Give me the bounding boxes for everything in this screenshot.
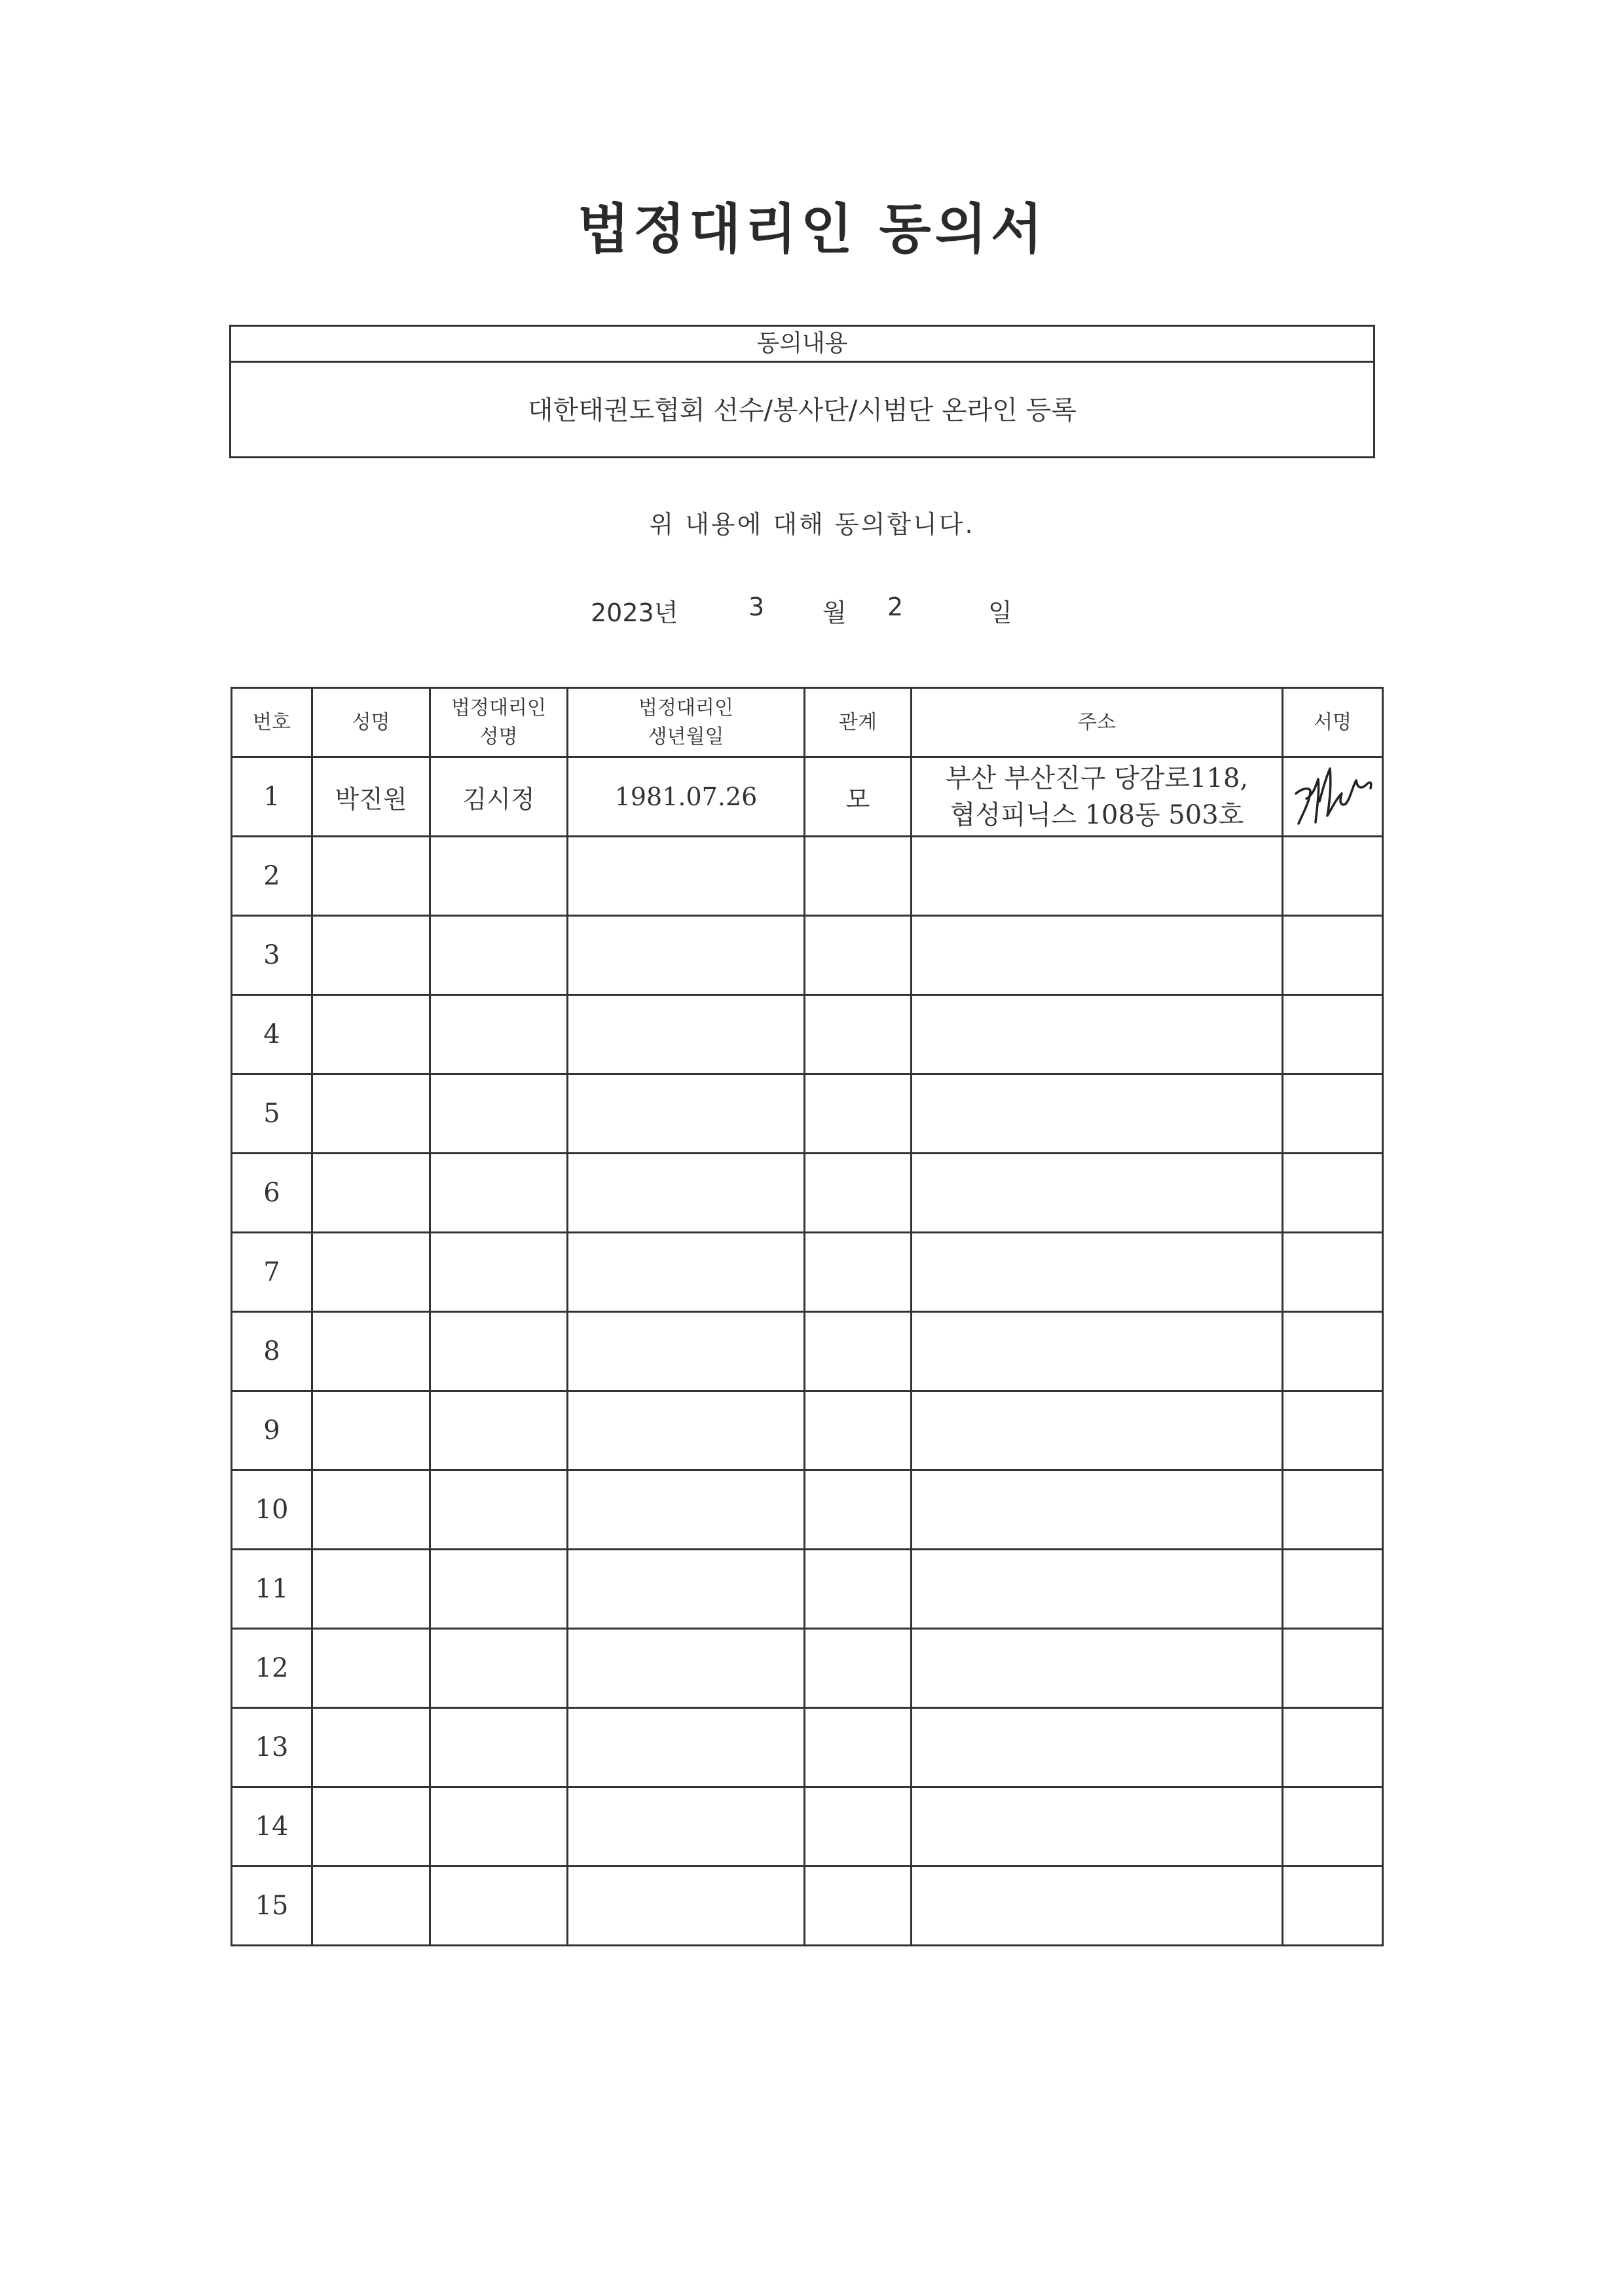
cell-guardian-name — [430, 1629, 568, 1708]
cell-address — [912, 1787, 1283, 1867]
table-row — [232, 1154, 1383, 1233]
header-name: 성명 — [312, 688, 430, 757]
consent-content: 대한태권도협회 선수/봉사단/시범단 온라인 등록 — [528, 395, 1077, 426]
cell-address — [912, 837, 1283, 916]
cell-name — [312, 1154, 430, 1233]
cell-relation — [805, 1312, 912, 1391]
cell-signature — [1283, 1787, 1383, 1867]
cell-number: 15 — [232, 1867, 312, 1946]
cell-signature — [1283, 1708, 1383, 1787]
cell-address — [912, 1550, 1283, 1629]
cell-relation — [805, 1391, 912, 1470]
cell-number: 13 — [232, 1708, 312, 1787]
cell-guardian-birth — [568, 1550, 805, 1629]
cell-address — [912, 1312, 1283, 1391]
cell-guardian-name — [430, 1867, 568, 1946]
cell-address — [912, 916, 1283, 995]
cell-signature — [1283, 1233, 1383, 1312]
table-row — [232, 1629, 1383, 1708]
handwritten-signature — [1287, 761, 1378, 833]
cell-address — [912, 1708, 1283, 1787]
cell-signature — [1283, 1470, 1383, 1550]
cell-guardian-birth — [568, 1787, 805, 1867]
consent-header: 동의내용 — [231, 327, 1373, 363]
cell-guardian-name — [430, 1470, 568, 1550]
table-row — [232, 1708, 1383, 1787]
cell-guardian-name — [430, 1708, 568, 1787]
cell-name: 박진원 — [312, 757, 430, 837]
cell-guardian-name — [430, 916, 568, 995]
header-relation: 관계 — [805, 688, 912, 757]
table-row — [232, 1470, 1383, 1550]
cell-guardian-birth — [568, 1867, 805, 1946]
cell-name — [312, 1708, 430, 1787]
cell-guardian-name — [430, 1074, 568, 1154]
cell-address — [912, 1154, 1283, 1233]
cell-signature — [1283, 757, 1383, 837]
cell-relation — [805, 1867, 912, 1946]
cell-guardian-birth — [568, 995, 805, 1074]
cell-signature — [1283, 837, 1383, 916]
agree-statement: 위 내용에 대해 동의합니다. — [649, 510, 975, 539]
consent-box — [229, 325, 1375, 458]
cell-signature — [1283, 1629, 1383, 1708]
cell-signature — [1283, 916, 1383, 995]
table-row — [232, 916, 1383, 995]
cell-number: 6 — [232, 1154, 312, 1233]
cell-signature — [1283, 1867, 1383, 1946]
cell-relation — [805, 916, 912, 995]
cell-number: 5 — [232, 1074, 312, 1154]
table-row — [232, 1074, 1383, 1154]
cell-number: 7 — [232, 1233, 312, 1312]
cell-guardian-birth — [568, 1391, 805, 1470]
registration-table — [231, 687, 1384, 1946]
cell-name — [312, 1867, 430, 1946]
cell-number: 4 — [232, 995, 312, 1074]
document-title: 법정대리인 동의서 — [577, 198, 1047, 261]
table-row — [232, 1312, 1383, 1391]
table-row — [232, 1867, 1383, 1946]
cell-guardian-birth — [568, 1233, 805, 1312]
address-line-2: 협성피닉스 108동 503호 — [950, 800, 1244, 830]
header-guardian-birth: 법정대리인 생년월일 — [568, 688, 805, 757]
cell-guardian-birth — [568, 1154, 805, 1233]
header-number: 번호 — [232, 688, 312, 757]
table-header-row — [232, 688, 1383, 757]
header-signature: 서명 — [1283, 688, 1383, 757]
cell-name — [312, 1470, 430, 1550]
cell-relation — [805, 1629, 912, 1708]
cell-guardian-name — [430, 1787, 568, 1867]
cell-signature — [1283, 1550, 1383, 1629]
table-row — [232, 1787, 1383, 1867]
address-line-1: 부산 부산진구 당감로118, — [945, 763, 1249, 793]
cell-guardian-birth — [568, 1629, 805, 1708]
table-row — [232, 1233, 1383, 1312]
cell-guardian-birth — [568, 1708, 805, 1787]
cell-number: 3 — [232, 916, 312, 995]
cell-number: 11 — [232, 1550, 312, 1629]
date-day-unit: 일 — [988, 598, 1012, 627]
cell-number: 1 — [232, 757, 312, 837]
cell-relation — [805, 1470, 912, 1550]
table-row — [232, 995, 1383, 1074]
cell-name — [312, 1391, 430, 1470]
cell-name — [312, 995, 430, 1074]
date-year: 2023년 — [591, 598, 678, 627]
cell-signature — [1283, 1154, 1383, 1233]
table-row — [232, 837, 1383, 916]
cell-number: 10 — [232, 1470, 312, 1550]
cell-guardian-birth — [568, 1074, 805, 1154]
cell-number: 12 — [232, 1629, 312, 1708]
cell-name — [312, 1312, 430, 1391]
cell-signature — [1283, 1312, 1383, 1391]
cell-relation — [805, 1550, 912, 1629]
cell-name — [312, 1787, 430, 1867]
cell-number: 9 — [232, 1391, 312, 1470]
cell-address — [912, 995, 1283, 1074]
cell-address — [912, 1391, 1283, 1470]
header-guardian-name: 법정대리인 성명 — [430, 688, 568, 757]
cell-guardian-birth: 1981.07.26 — [568, 757, 805, 837]
cell-guardian-name — [430, 1233, 568, 1312]
cell-address — [912, 757, 1283, 837]
cell-guardian-name — [430, 1312, 568, 1391]
cell-relation: 모 — [805, 757, 912, 837]
cell-address — [912, 1470, 1283, 1550]
cell-guardian-name: 김시정 — [430, 757, 568, 837]
cell-guardian-name — [430, 837, 568, 916]
cell-address — [912, 1233, 1283, 1312]
cell-relation — [805, 1074, 912, 1154]
cell-signature — [1283, 1074, 1383, 1154]
cell-number: 14 — [232, 1787, 312, 1867]
cell-address — [912, 1074, 1283, 1154]
cell-name — [312, 916, 430, 995]
date-month: 3 — [748, 592, 765, 621]
cell-name — [312, 1629, 430, 1708]
table-row — [232, 1391, 1383, 1470]
header-address: 주소 — [912, 688, 1283, 757]
cell-relation — [805, 1787, 912, 1867]
cell-guardian-birth — [568, 1470, 805, 1550]
cell-guardian-name — [430, 995, 568, 1074]
cell-signature — [1283, 995, 1383, 1074]
cell-relation — [805, 1708, 912, 1787]
cell-name — [312, 1550, 430, 1629]
cell-name — [312, 1074, 430, 1154]
cell-relation — [805, 995, 912, 1074]
cell-guardian-birth — [568, 837, 805, 916]
cell-relation — [805, 1154, 912, 1233]
cell-guardian-birth — [568, 1312, 805, 1391]
cell-name — [312, 837, 430, 916]
cell-address — [912, 1867, 1283, 1946]
cell-relation — [805, 837, 912, 916]
cell-guardian-birth — [568, 916, 805, 995]
cell-guardian-name — [430, 1391, 568, 1470]
date-day: 2 — [887, 592, 904, 621]
cell-guardian-name — [430, 1154, 568, 1233]
cell-number: 2 — [232, 837, 312, 916]
cell-relation — [805, 1233, 912, 1312]
table-row — [232, 1550, 1383, 1629]
cell-name — [312, 1233, 430, 1312]
cell-signature — [1283, 1391, 1383, 1470]
table-row — [232, 757, 1383, 837]
date-month-unit: 월 — [822, 598, 847, 627]
cell-guardian-name — [430, 1550, 568, 1629]
cell-number: 8 — [232, 1312, 312, 1391]
cell-address — [912, 1629, 1283, 1708]
